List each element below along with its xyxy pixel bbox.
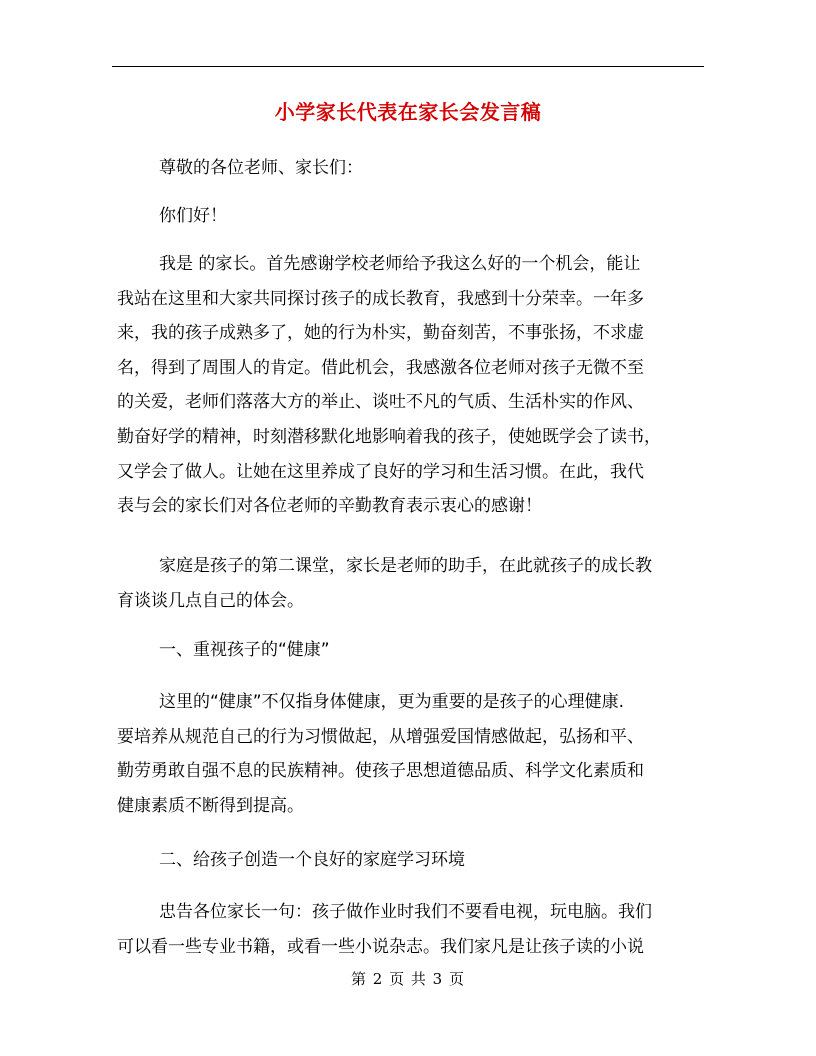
text-line: 你们好！	[159, 206, 227, 226]
text-line: 的关爱，老师们落落大方的举止、谈吐不凡的气质、生活朴实的作风、	[117, 392, 644, 413]
text-line: 来，我的孩子成熟多了，她的行为朴实，勤奋刻苦，不事张扬，不求虚	[117, 323, 644, 344]
text-line: 我是 的家长。首先感谢学校老师给予我这么好的一个机会，能让	[159, 254, 641, 274]
advice-paragraph	[117, 895, 703, 964]
text-line: 表与会的家长们对各位老师的辛勤教育表示衷心的感谢！	[117, 496, 542, 517]
hello-paragraph	[117, 199, 703, 234]
text-line: 要培养从规范自己的行为习惯做起，从增强爱国情感做起，弘扬和平、	[117, 726, 644, 747]
page-title: 小学家长代表在家长会发言稿	[274, 100, 542, 124]
text-line: 一、重视孩子的“健康”	[159, 640, 330, 660]
text-line: 我站在这里和大家共同探讨孩子的成长教育，我感到十分荣幸。一年多	[117, 288, 644, 309]
intro-paragraph	[117, 247, 703, 524]
section-heading-health	[117, 633, 703, 668]
text-line: 可以看一些专业书籍，或看一些小说杂志。我们家凡是让孩子读的小说	[117, 936, 644, 957]
text-line: 尊敬的各位老师、家长们：	[159, 158, 363, 178]
text-line: 二、给孩子创造一个良好的家庭学习环境	[159, 850, 465, 870]
text-line: 勤奋好学的精神，时刻潜移默化地影响着我的孩子，使她既学会了读书，	[117, 426, 661, 447]
greeting-paragraph	[117, 151, 703, 186]
text-line: 健康素质不断得到提高。	[117, 795, 304, 816]
header-rule	[112, 66, 704, 67]
family-classroom-paragraph	[117, 549, 703, 618]
text-line: 忠告各位家长一句：孩子做作业时我们不要看电视，玩电脑。我们	[159, 902, 652, 922]
text-line: 勤劳勇敢自强不息的民族精神。使孩子思想道德品质、科学文化素质和	[117, 761, 644, 782]
section-heading-environment	[117, 843, 703, 878]
text-line: 这里的“健康”不仅指身体健康，更为重要的是孩子的心理健康.	[159, 692, 625, 712]
text-line: 家庭是孩子的第二课堂，家长是老师的助手，在此就孩子的成长教	[159, 556, 652, 576]
text-line: 又学会了做人。让她在这里养成了良好的学习和生活习惯。在此，我代	[117, 461, 644, 482]
text-line: 育谈谈几点自己的体会。	[117, 590, 304, 611]
text-line: 名，得到了周围人的肯定。借此机会，我感激各位老师对孩子无微不至	[117, 357, 644, 378]
health-paragraph	[117, 685, 703, 823]
page-footer: 第 2 页 共 3 页	[351, 970, 465, 988]
